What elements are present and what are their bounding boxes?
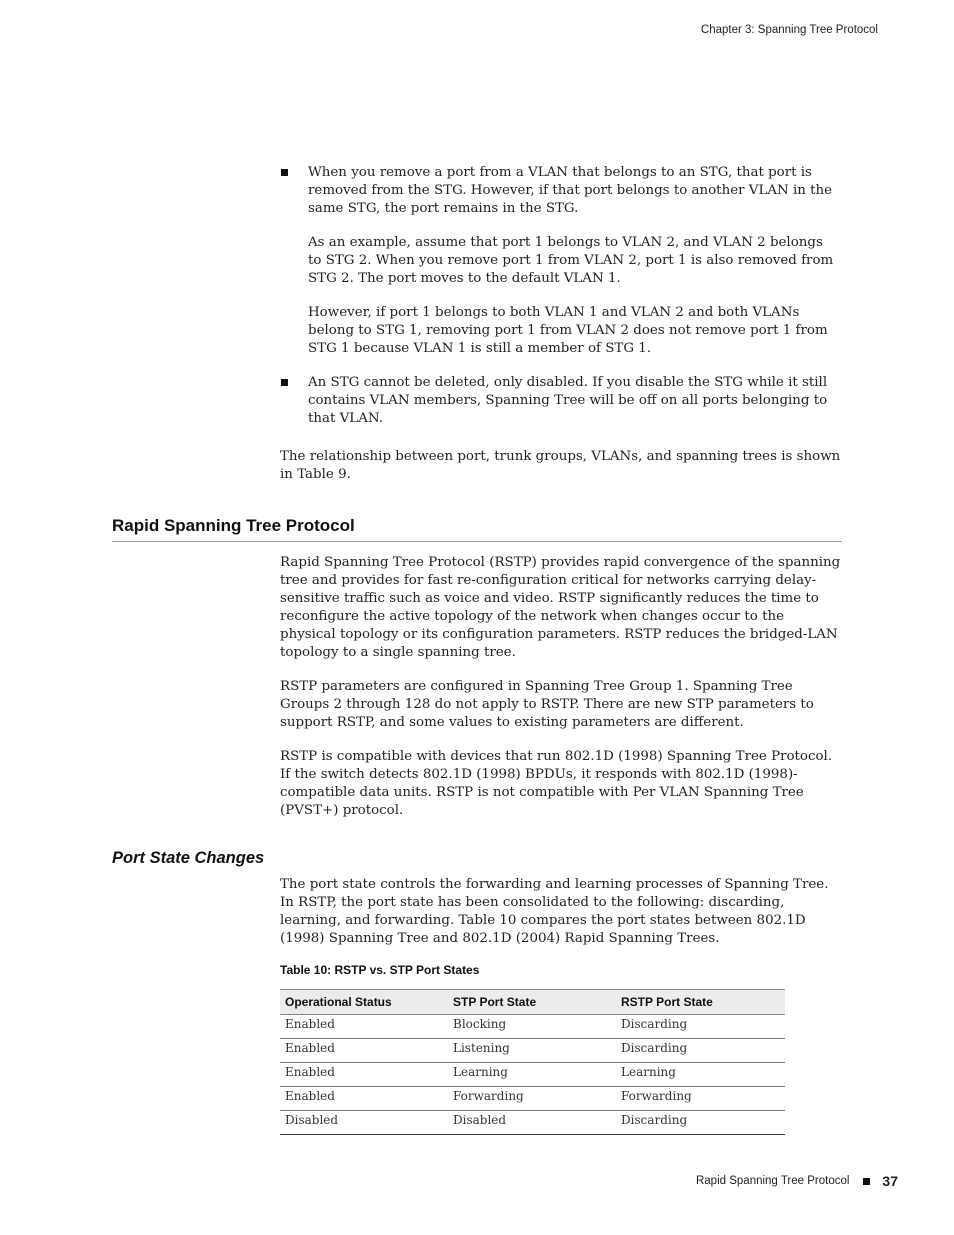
subsection-heading-port-state: Port State Changes: [112, 849, 265, 867]
column-header: RSTP Port State: [616, 990, 785, 1015]
table-row: [280, 1111, 785, 1135]
table-cell: Disabled: [448, 1111, 616, 1135]
paragraph: RSTP is compatible with devices that run 802.1D (1998) Spanning Tree Protocol. If the switch detects 802.1D (1998) BPDUs, it responds with 802.1D (1998)-compatible data units. RSTP is not compatible with Per VLAN Spanning Tree (PVST+) protocol.: [280, 749, 833, 818]
running-header: Chapter 3: Spanning Tree Protocol: [700, 24, 878, 36]
paragraph: The port state controls the forwarding and learning processes of Spanning Tree. In RSTP, the port state has been consolidated to the following: discarding, learning, and forwarding. Table 10 compares the port states between 802.1D (1998) Spanning Tree and 802.1D (2004) Rapid Spanning Trees.: [280, 877, 829, 946]
table-row: [280, 1039, 785, 1063]
port-state-body: [280, 876, 842, 964]
table-cell: Discarding: [616, 1039, 785, 1063]
table-cell: Discarding: [616, 1111, 785, 1135]
table-cell: Enabled: [280, 1039, 448, 1063]
table-cell: Learning: [448, 1063, 616, 1087]
column-header: Operational Status: [280, 990, 448, 1015]
table-cell: Listening: [448, 1039, 616, 1063]
running-footer: [696, 1173, 898, 1189]
bullet-paragraph: As an example, assume that port 1 belongs to VLAN 2, and VLAN 2 belongs to STG 2. When you remove port 1 from VLAN 2, port 1 is also removed from STG 2. The port moves to the default VLAN 1.: [308, 235, 834, 286]
table-cell: Learning: [616, 1063, 785, 1087]
bullet-paragraph: However, if port 1 belongs to both VLAN 1 and VLAN 2 and both VLANs belong to STG 1, removing port 1 from VLAN 2 does not remove port 1 from STG 1 because VLAN 1 is still a member of STG 1.: [308, 305, 828, 356]
section-heading-rstp: Rapid Spanning Tree Protocol: [112, 516, 842, 542]
square-bullet-icon: [281, 169, 288, 176]
rstp-body: [280, 554, 842, 836]
table-cell: Disabled: [280, 1111, 448, 1135]
paragraph: Rapid Spanning Tree Protocol (RSTP) provides rapid convergence of the spanning tree and provides for fast re-configuration critical for networks carrying delay-sensitive traffic such as voice and video. RSTP significantly reduces the time to reconfigure the active topology of the network when changes occur to the physical topology or its configuration parameters. RSTP reduces the bridged-LAN topology to a single spanning tree.: [280, 555, 841, 660]
bullet-paragraph: When you remove a port from a VLAN that belongs to an STG, that port is removed from the STG. However, if that port belongs to another VLAN in the same STG, the port remains in the STG.: [308, 165, 833, 216]
table-cell: Forwarding: [616, 1087, 785, 1111]
stg-rules-list: [280, 164, 840, 444]
page-number: 37: [882, 1173, 898, 1189]
table-cell: Enabled: [280, 1015, 448, 1039]
column-header: STP Port State: [448, 990, 616, 1015]
table-header-row: [280, 990, 785, 1015]
paragraph: The relationship between port, trunk groups, VLANs, and spanning trees is shown in Table 9.: [280, 449, 841, 482]
footer-section-title: Rapid Spanning Tree Protocol: [695, 1175, 850, 1187]
table-cell: Enabled: [280, 1087, 448, 1111]
bullet-paragraph: An STG cannot be deleted, only disabled. If you disable the STG while it still contains VLAN members, Spanning Tree will be off on all ports belonging to that VLAN.: [308, 375, 828, 426]
table-caption: Table 10: RSTP vs. STP Port States: [280, 963, 480, 977]
table-cell: Blocking: [448, 1015, 616, 1039]
square-separator-icon: [863, 1178, 870, 1185]
table-cell: Enabled: [280, 1063, 448, 1087]
square-bullet-icon: [281, 379, 288, 386]
table-cell: Forwarding: [448, 1087, 616, 1111]
table-cell: Discarding: [616, 1015, 785, 1039]
list-item: [280, 374, 840, 428]
table-row: [280, 1015, 785, 1039]
paragraph: RSTP parameters are configured in Spanning Tree Group 1. Spanning Tree Groups 2 through 128 do not apply to RSTP. There are new STP parameters to support RSTP, and some values to existing parameters are different.: [280, 679, 814, 730]
table-row: [280, 1063, 785, 1087]
table-row: [280, 1087, 785, 1111]
port-states-table: [280, 989, 785, 1135]
relationship-paragraph: [280, 448, 842, 500]
list-item: [280, 164, 840, 358]
